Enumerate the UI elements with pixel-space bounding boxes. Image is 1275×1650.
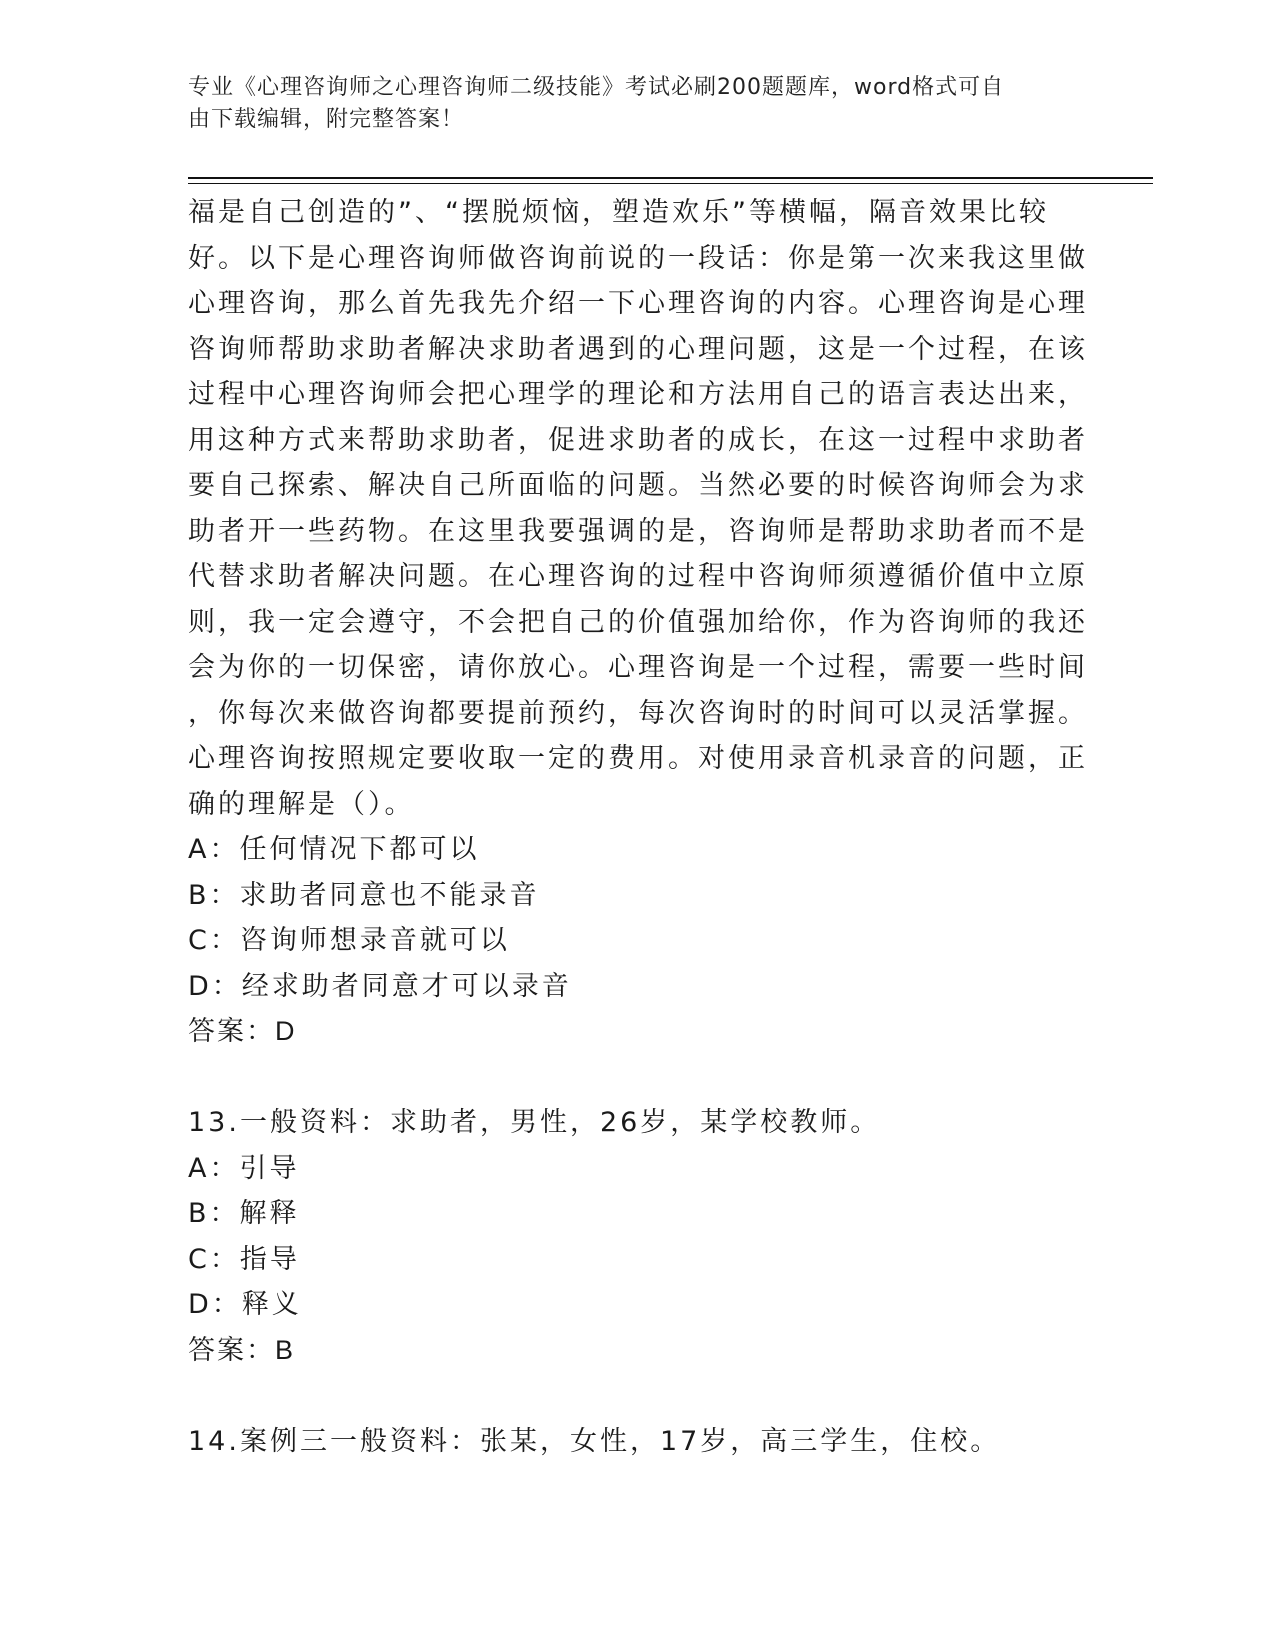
passage-line: 福是自己创造的”、“摆脱烦恼，塑造欢乐”等横幅，隔音效果比较	[188, 197, 1049, 228]
passage-line: 会为你的一切保密，请你放心。心理咨询是一个过程，需要一些时间	[188, 652, 1088, 683]
question-13-answer: 答案：B	[188, 1334, 296, 1365]
passage-line: 心理咨询按照规定要收取一定的费用。对使用录音机录音的问题，正	[188, 743, 1088, 774]
passage-line: 好。以下是心理咨询师做咨询前说的一段话：你是第一次来我这里做	[188, 242, 1088, 274]
spacer	[188, 1373, 1068, 1419]
passage-line: 要自己探索、解决自己所面临的问题。当然必要的时候咨询师会为求	[188, 470, 1088, 501]
passage-line: 则，我一定会遵守，不会把自己的价值强加给你，作为咨询师的我还	[188, 606, 1088, 638]
question-12-passage	[188, 190, 1088, 827]
passage-line: 确的理解是（）。	[188, 788, 415, 820]
question-12-options	[188, 827, 1068, 1009]
option-b: B：解释	[188, 1198, 300, 1229]
question-12-answer: 答案：D	[188, 1016, 297, 1046]
passage-line: 用这种方式来帮助求助者，促进求助者的成长，在这一过程中求助者	[188, 424, 1088, 456]
question-13-options	[188, 1146, 1068, 1328]
option-c: C：指导	[188, 1243, 300, 1275]
header-rule-thick	[188, 177, 1153, 179]
option-a: A：引导	[188, 1152, 300, 1184]
header-line-1: 专业《心理咨询师之心理咨询师二级技能》考试必刷200题题库，word格式可自	[188, 75, 1005, 100]
document-header	[188, 72, 1088, 136]
passage-line: 咨询师帮助求助者解决求助者遇到的心理问题，这是一个过程，在该	[188, 333, 1088, 365]
question-14-stem: 14.案例三一般资料：张某，女性，17岁，高三学生，住校。	[188, 1425, 1001, 1457]
header-line-2: 由下载编辑，附完整答案！	[188, 107, 465, 132]
header-rule-thin	[188, 183, 1153, 184]
spacer	[188, 1055, 1068, 1101]
passage-line: 代替求助者解决问题。在心理咨询的过程中咨询师须遵循价值中立原	[188, 561, 1088, 592]
passage-line: ，你每次来做咨询都要提前预约，每次咨询时的时间可以灵活掌握。	[188, 697, 1088, 729]
option-c: C：咨询师想录音就可以	[188, 925, 510, 956]
passage-line: 助者开一些药物。在这里我要强调的是，咨询师是帮助求助者而不是	[188, 515, 1088, 547]
option-a: A：任何情况下都可以	[188, 834, 480, 865]
question-13-stem: 13.一般资料：求助者，男性，26岁，某学校教师。	[188, 1107, 881, 1138]
passage-line: 心理咨询，那么首先我先介绍一下心理咨询的内容。心理咨询是心理	[188, 288, 1088, 319]
option-d: D：释义	[188, 1289, 302, 1320]
document-body	[188, 190, 1088, 1464]
passage-line: 过程中心理咨询师会把心理学的理论和方法用自己的语言表达出来，	[188, 379, 1088, 410]
option-b: B：求助者同意也不能录音	[188, 879, 540, 911]
option-d: D：经求助者同意才可以录音	[188, 970, 572, 1002]
